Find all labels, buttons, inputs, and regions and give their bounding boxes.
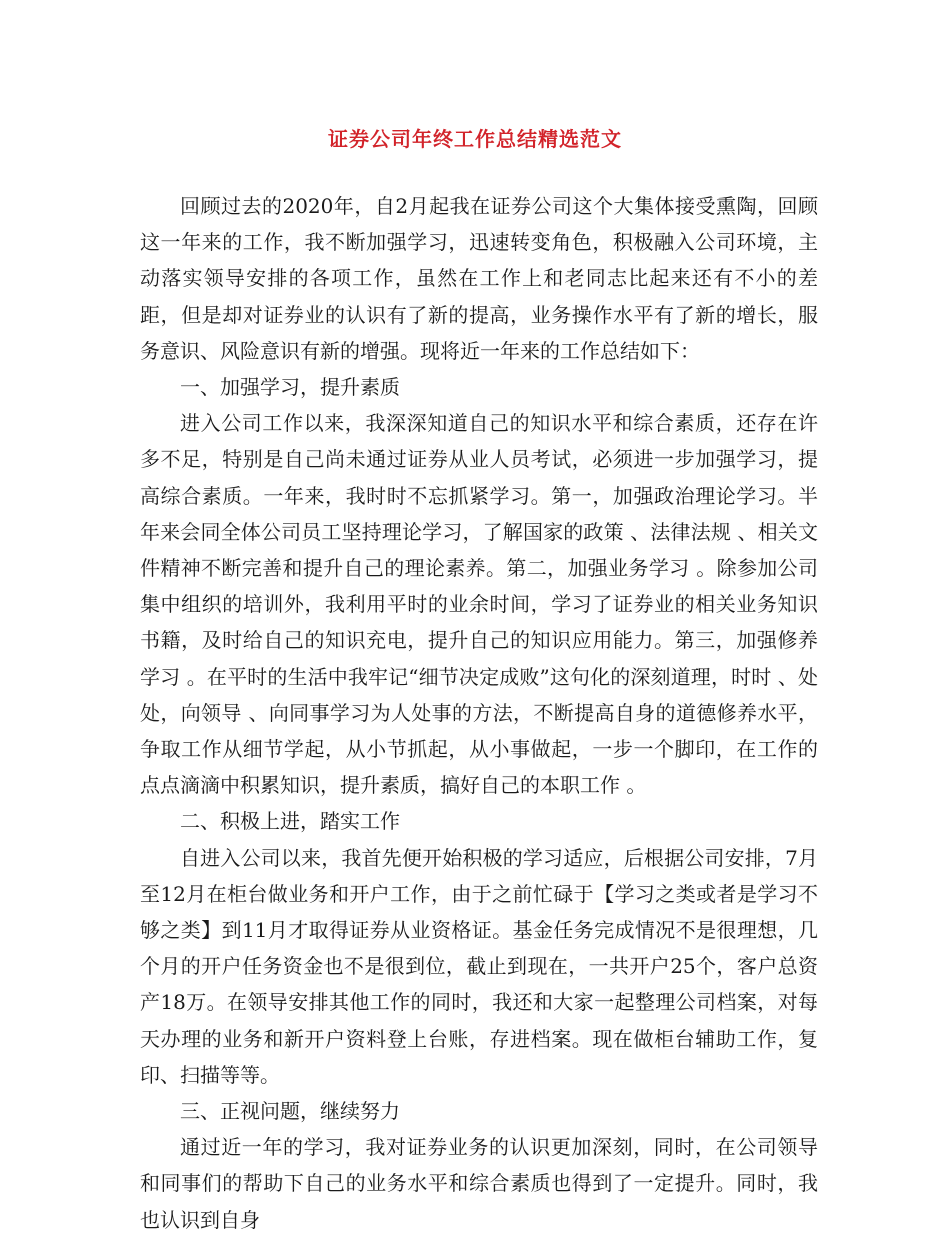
section-heading-1: 一、加强学习，提升素质 bbox=[180, 375, 400, 400]
document-title: 证券公司年终工作总结精选范文 bbox=[328, 127, 622, 151]
paragraph-section-2: 自进入公司以来，我首先便开始积极的学习适应，后根据公司安排，7月至12月在柜台做业务和开户工作，由于之前忙碌于【学习之类或者是学习不够之类】到11月才取得证券从业资格证。基金任务完成情况不是很理想，几个月的开户任务资金也不是很到位，截止到现在，一共开户25个，客户总资产18万。在领导安排其他工作的同时，我还和大家一起整理公司档案，对每天办理的业务和新开户资料登上台账，存进档案。现在做柜台辅助工作，复印、扫描等等。 bbox=[140, 845, 818, 1087]
document-body bbox=[140, 188, 818, 1238]
section-heading-3: 三、正视问题，继续努力 bbox=[180, 1099, 400, 1124]
section-heading-2: 二、积极上进，踏实工作 bbox=[180, 809, 400, 834]
paragraph-section-3: 通过近一年的学习，我对证券业务的认识更加深刻，同时，在公司领导和同事们的帮助下自己的业务水平和综合素质也得到了一定提升。同时，我也认识到自身 bbox=[140, 1135, 818, 1232]
paragraph-section-1: 进入公司工作以来，我深深知道自己的知识水平和综合素质，还存在许多不足，特别是自己尚未通过证券从业人员考试，必须进一步加强学习，提高综合素质。一年来，我时时不忘抓紧学习。第一，加强政治理论学习。半年来会同全体公司员工坚持理论学习，了解国家的政策 、法律法规 、相关文件精神不断完善和提升自己的理论素养。第二，加强业务学习 。除参加公司集中组织的培训外，我利用平时的业余时间，学习了证券业的相关业务知识书籍，及时给自己的知识充电，提升自己的知识应用能力。第三，加强修养学习 。在平时的生活中我牢记“细节决定成败”这句化的深刻道理，时时 、处处，向领导 、向同事学习为人处事的方法，不断提高自身的道德修养水平，争取工作从细节学起，从小节抓起，从小事做起，一步一个脚印，在工作的点点滴滴中积累知识，提升素质，搞好自己的本职工作 。 bbox=[140, 411, 818, 798]
paragraph-intro: 回顾过去的2020年，自2月起我在证券公司这个大集体接受熏陶，回顾这一年来的工作，我不断加强学习，迅速转变角色，积极融入公司环境，主动落实领导安排的各项工作，虽然在工作上和老同志比起来还有不小的差距，但是却对证券业的认识有了新的提高，业务操作水平有了新的增长，服务意识、风险意识有新的增强。现将近一年来的工作总结如下： bbox=[140, 194, 818, 363]
